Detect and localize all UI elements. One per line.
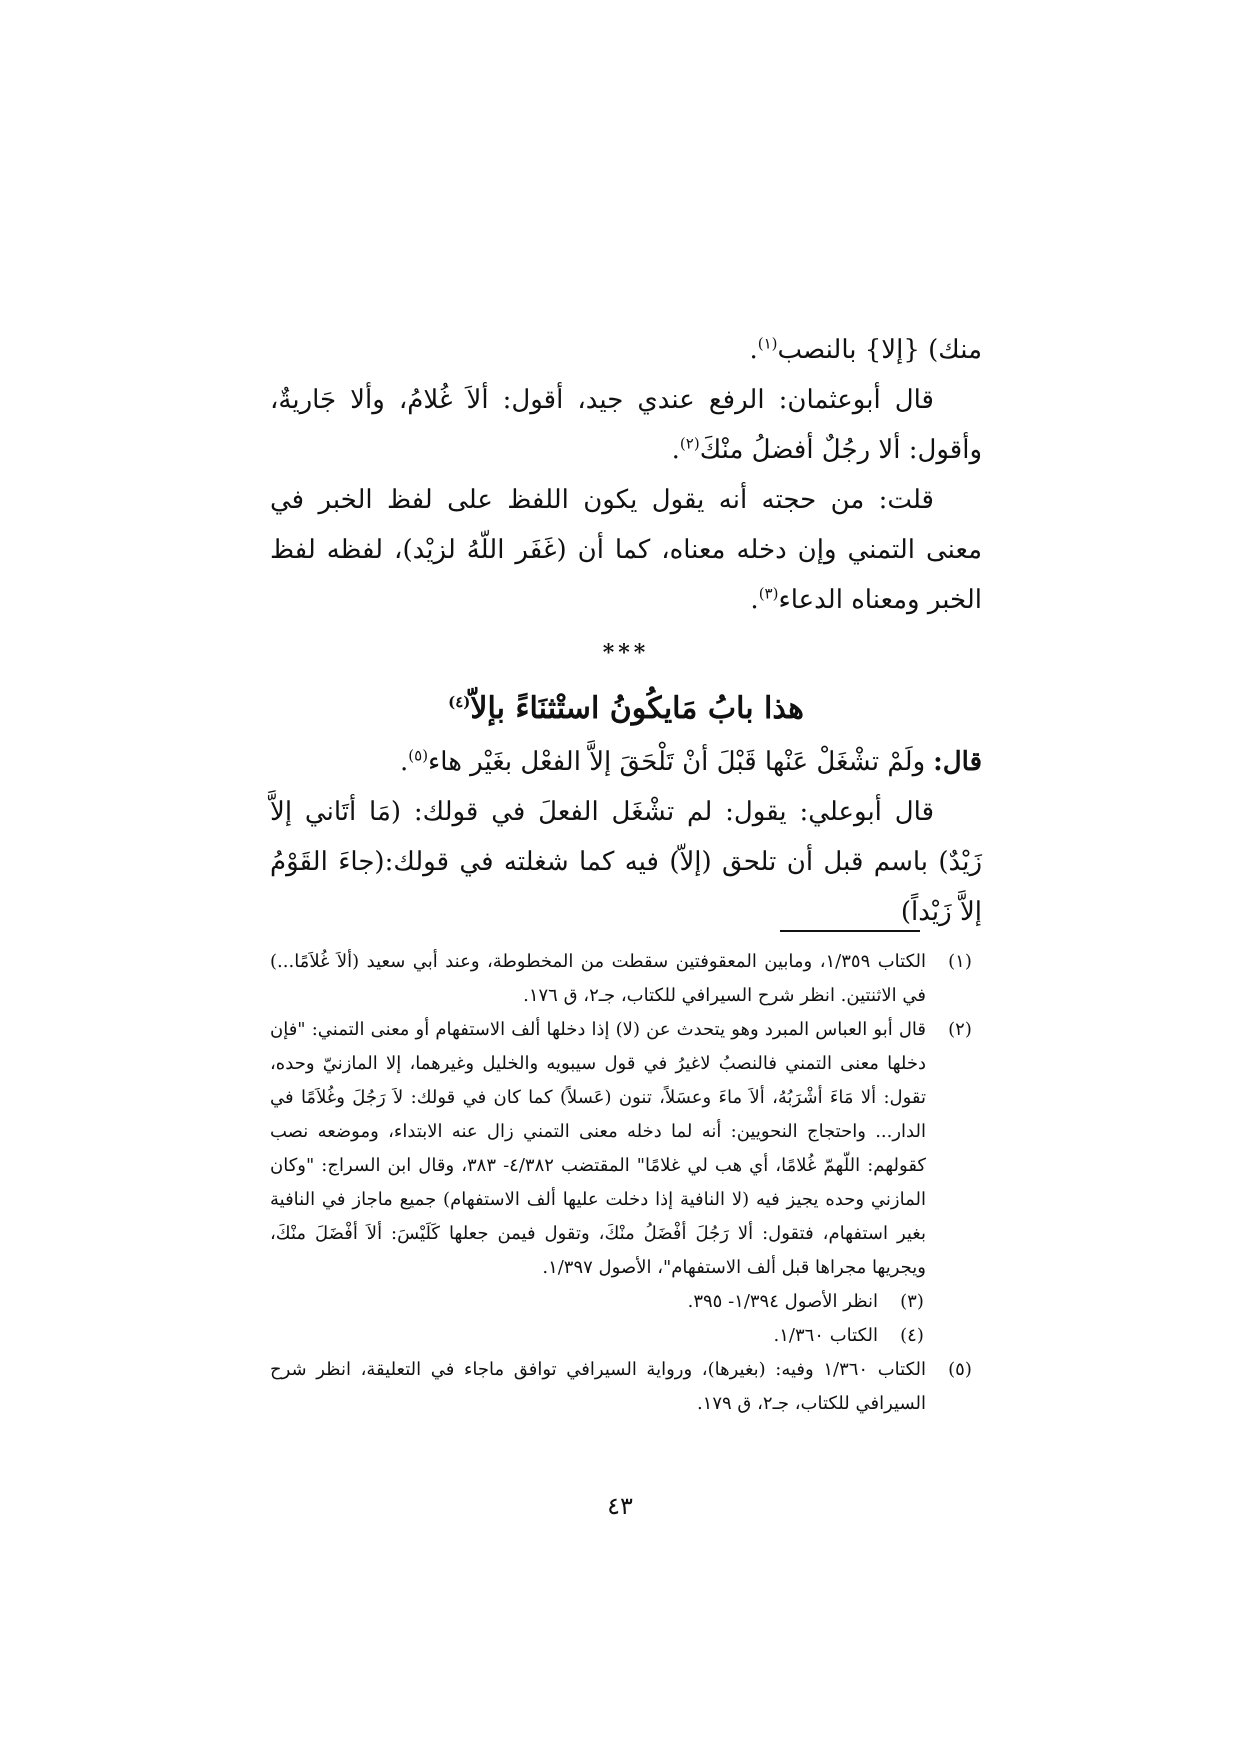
footnote-text: الكتاب ١/٣٦٠. [773,1325,878,1346]
paragraph-abu-uthman: قال أبوعثمان: الرفع عندي جيد، أقول: ألاَ غُلامُ، وألا جَاريةٌ، وأقول: ألا رجُلٌ أفضلُ منْكَ$^{(٢)}$. [270,385,982,465]
footnote-ref-4: (٤) [448,693,471,711]
main-text [270,325,982,937]
footnote-ref-2: (٢) [679,434,700,453]
footnote-number: (٣) [900,1291,924,1312]
paragraph-qala: قال:ولَمْ تشْغَلْ عَنْها قَبْلَ أنْ تَلْحَقَ إلاَّ الفعْل بغَيْر هاء$^{(٥)}$. [400,746,982,777]
footnote-ref-3: (٣) [758,584,779,603]
footnote-3 [270,1285,982,1319]
footnote-text: الكتاب ١/٣٥٩، ومابين المعقوفتين سقطت من المخطوطة، وعند أبي سعيد (ألاَ غُلاَمًا...) في الاثنتين. انظر شرح السيرافي للكتاب، جـ٢، ق ١٧٦. [270,951,926,1006]
footnote-divider [780,930,920,932]
footnotes [270,945,982,1421]
page-number: ٤٣ [607,1492,633,1520]
footnote-ref-1: (١) [757,334,778,353]
chapter-title: هذا بابُ مَايكُونُ استْثنَاءً بإلاّ$^{(٤)}$ [448,691,804,726]
footnote-2 [270,1013,982,1285]
continuation-line: منك) {إلا} بالنصب$^{(١)}$. [749,334,982,365]
footnote-4 [270,1319,982,1353]
paragraph-abu-ali: قال أبوعلي: يقول: لم تشْغَل الفعلَ في قولك: (مَا أتَاني إلاَّ زَيْدٌ) باسم قبل أن تلحق (إلاّ) فيه كما شغلته في قولك:(جاءَ القَوْمُ إلاَّ زَيْداً) [270,797,982,927]
footnote-text: انظر الأصول ١/٣٩٤- ٣٩٥. [687,1291,878,1312]
footnote-ref-5: (٥) [408,746,429,765]
footnote-1 [270,945,982,1013]
footnote-number: (٥) [948,1359,972,1380]
section-separator: *** [602,640,650,666]
footnote-number: (٤) [900,1325,924,1346]
footnote-number: (٢) [948,1019,972,1040]
qala-label: قال: [933,747,982,777]
footnote-number: (١) [948,951,972,972]
footnote-text: قال أبو العباس المبرد وهو يتحدث عن (لا) إذا دخلها ألف الاستفهام أو معنى التمني: "فإن دخلها معنى التمني فالنصبُ لاغيرُ في قول سيبويه والخليل وغيرهما، إلا المازنيّ وحده، تقول: ألا مَاءَ أشْرَبُهُ، ألاَ ماءَ وعسَلاً، تنون (عَسلاً) كما كان في قولك: لاَ رَجُلَ وغُلاَمًا في الدار... واحتجاج النحويين: أنه لما دخله معنى التمني زال عنه الابتداء، وموضعه نصب كقولهم: اللّهمّ غُلامًا، أي هب لي غلامًا" المقتضب ٤/٣٨٢- ٣٨٣، وقال ابن السراج: "وكان المازني وحده يجيز فيه (لا النافية إذا دخلت عليها ألف الاستفهام) جميع ماجاز في النافية بغير استفهام، فتقول: ألا رَجُلَ أفْضَلُ منْكَ، وتقول فيمن جعلها كَلَيْسَ: ألاَ أفْضَلَ منْكَ، ويجريها مجراها قبل ألف الاستفهام"، الأصول ١/٣٩٧. [270,1019,926,1278]
footnote-5 [270,1353,982,1421]
paragraph-qultu: قلت: من حجته أنه يقول يكون اللفظ على لفظ الخبر في معنى التمني وإن دخله معناه، كما أن (غَفَر اللّهُ لزيْد)، لفظه لفظ الخبر ومعناه الدعاء$^{(٣)}$. [270,485,982,615]
footnote-text: الكتاب ١/٣٦٠ وفيه: (بغيرها)، ورواية السيرافي توافق ماجاء في التعليقة، انظر شرح السيرافي للكتاب، جـ٢، ق ١٧٩. [270,1359,926,1414]
